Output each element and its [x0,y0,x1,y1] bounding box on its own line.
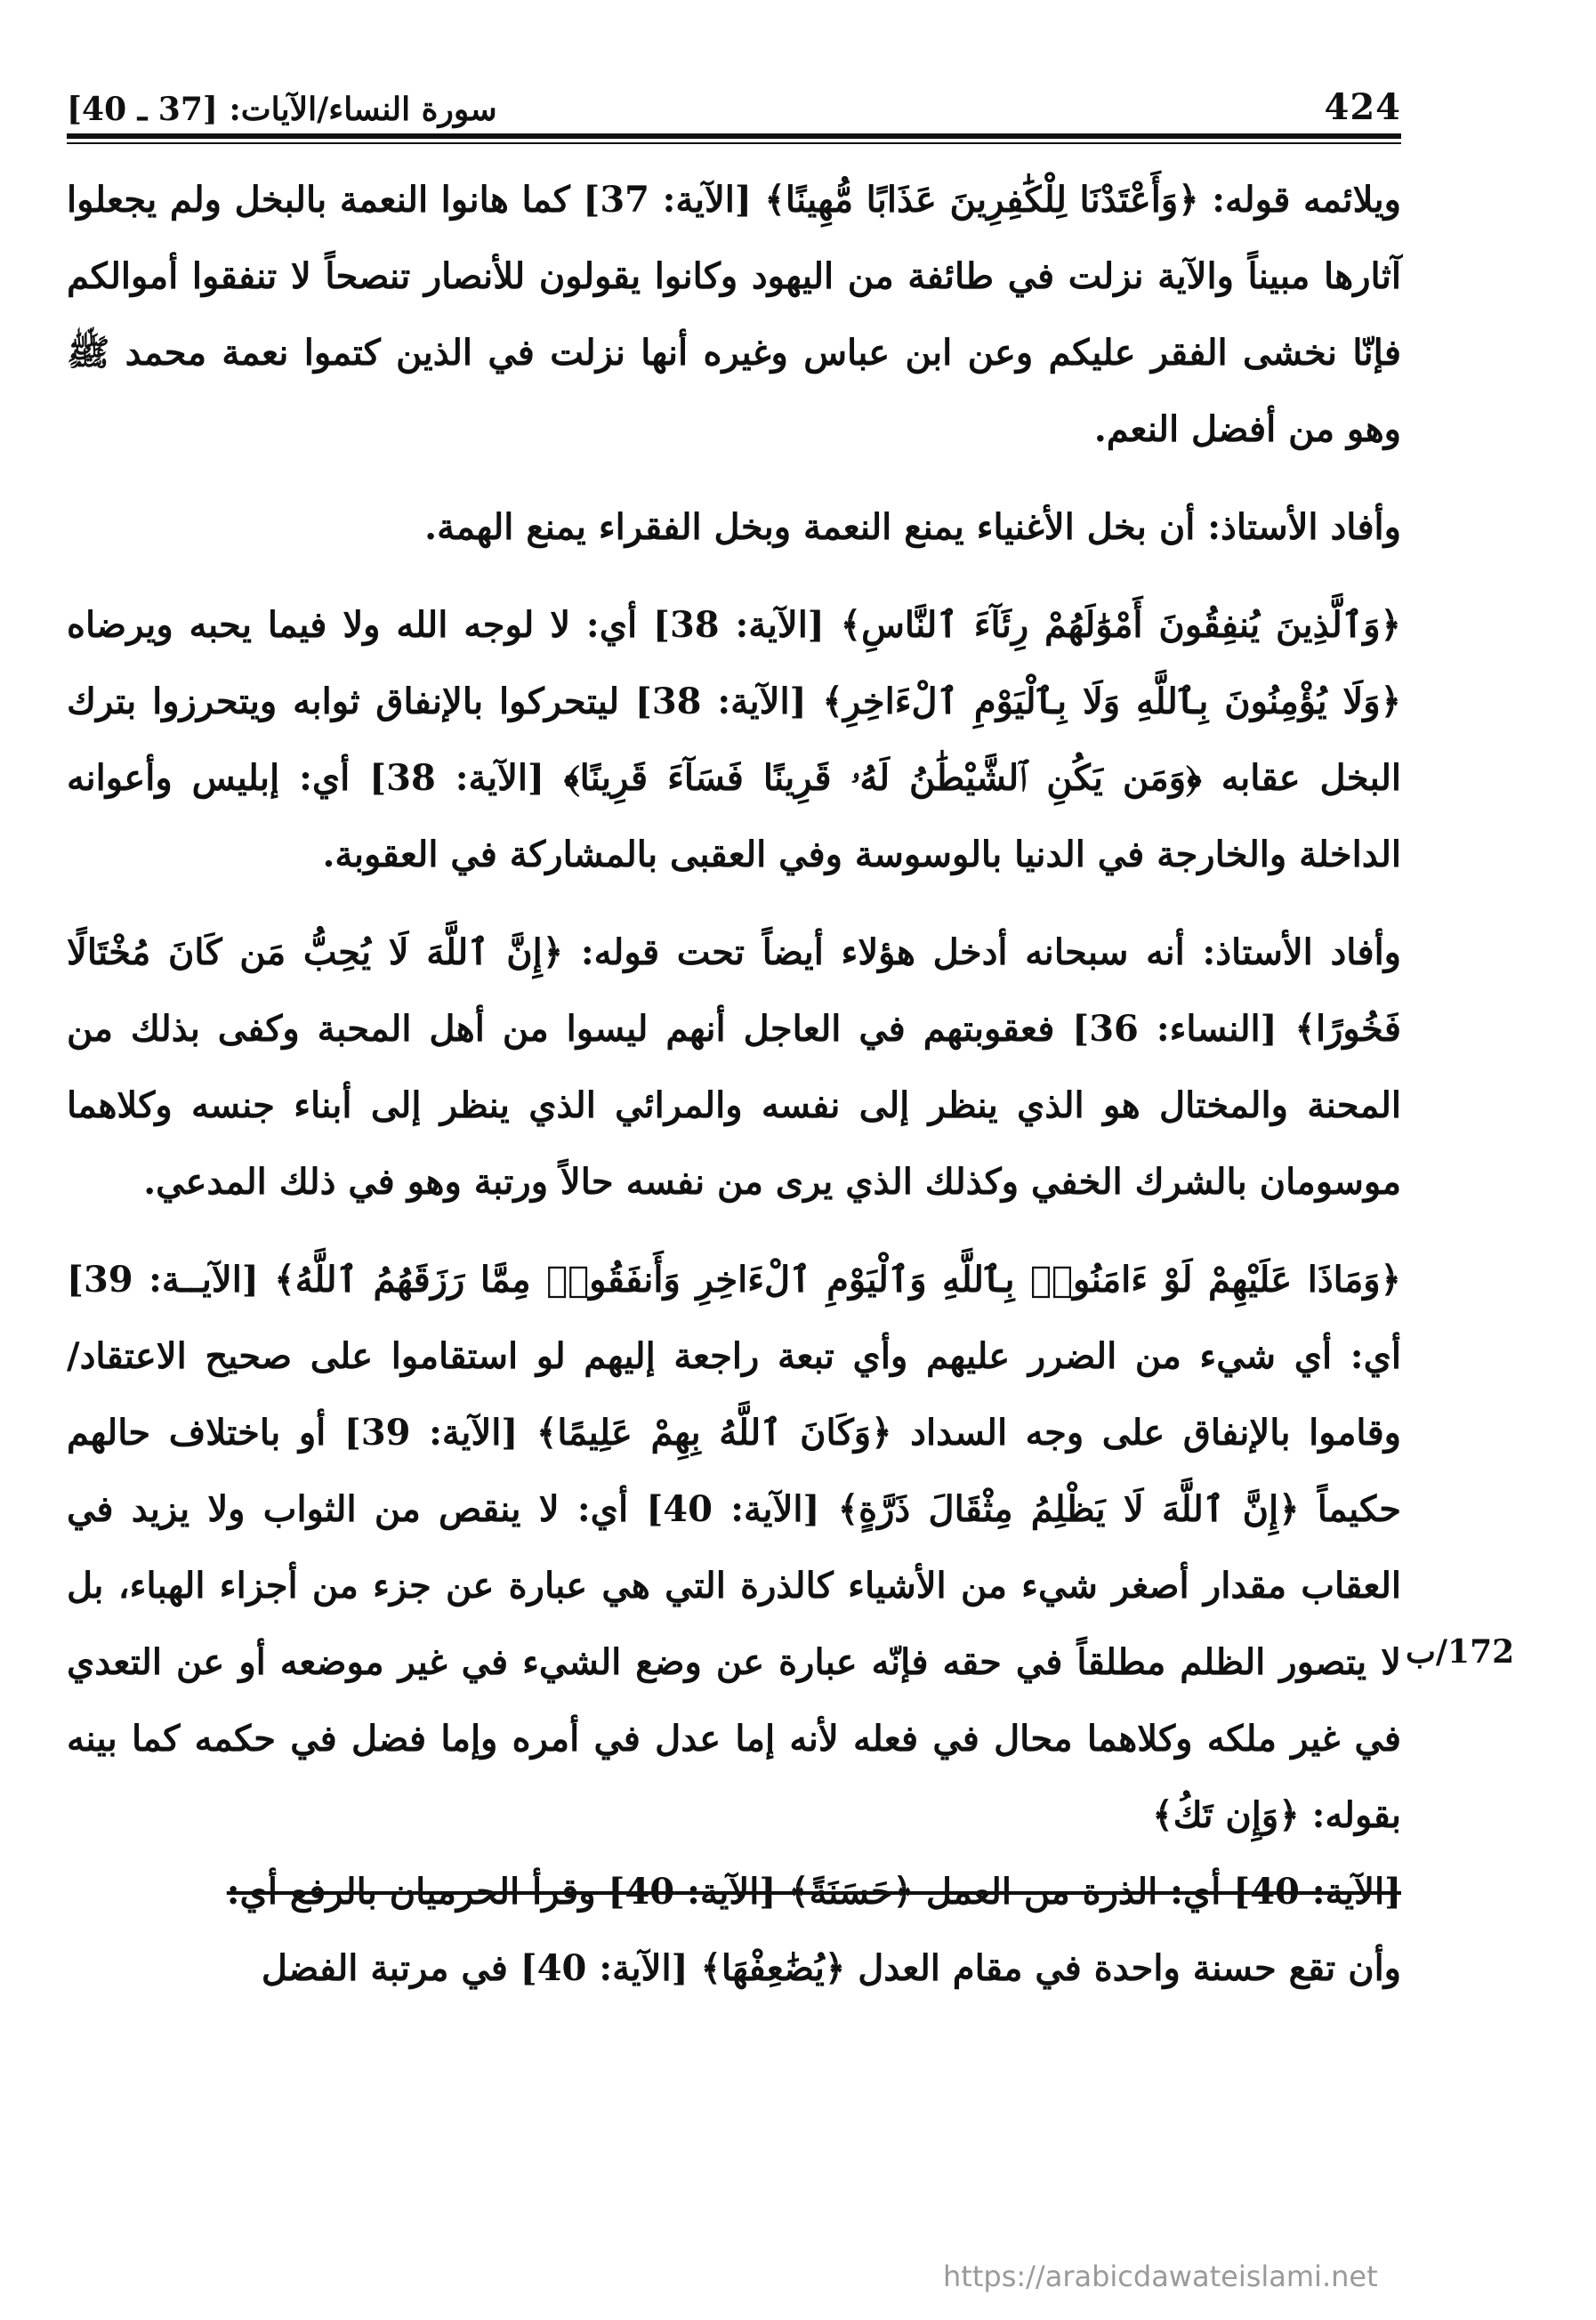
paragraph-4: وأفاد الأستاذ: أنه سبحانه أدخل هؤلاء أيضاً تحت قوله: ﴿إِنَّ ٱللَّهَ لَا يُحِبُّ مَن كَانَ مُخْتَالًا فَخُورًا﴾ [النساء: 36] فعقوبتهم في العاجل أنهم ليسوا من أهل المحبة وكفى بذلك من المحنة والمختال هو الذي ينظر إلى نفسه والمرائي الذي ينظر إلى أبناء جنسه وكلاهما موسومان بالشرك الخفي وكذلك الذي يرى من نفسه حالاً ورتبة وهو في ذلك المدعي. [67,931,1401,1203]
page-header [67,78,1401,128]
paragraph-2: وأفاد الأستاذ: أن بخل الأغنياء يمنع النعمة وبخل الفقراء يمنع الهمة. [424,506,1401,548]
header-rule-thick [67,133,1401,139]
header-rule-thin [67,142,1401,144]
body-text [67,162,1401,2028]
running-head: سورة النساء/الآيات: [37 ـ 40] [67,91,497,128]
struck-line: [الآية: 40] أي: الذرة من العمل ﴿حَسَنَةً﴾ [الآية: 40] وقرأ الحرميان بالرفع أي: [226,1871,1401,1913]
watermark-url: https://arabicdawateislami.net [943,2260,1378,2293]
last-line: وأن تقع حسنة واحدة في مقام العدل ﴿يُضَٰعِفْهَا﴾ [الآية: 40] في مرتبة الفضل [261,1947,1401,1989]
paragraph-1: ويلائمه قوله: ﴿وَأَعْتَدْنَا لِلْكَٰفِرِينَ عَذَابًا مُّهِينًا﴾ [الآية: 37] كما هانوا النعمة بالبخل ولم يجعلوا آثارها مبيناً والآية نزلت في طائفة من اليهود وكانوا يقولون للأنصار تنصحاً لا تنفقوا أموالكم فإنّا نخشى الفقر عليكم وعن ابن عباس وغيره أنها نزلت في الذين كتموا نعمة محمد ﷺ وهو من أفضل النعم. [67,179,1401,450]
paragraph-3: ﴿وَٱلَّذِينَ يُنفِقُونَ أَمْوَٰلَهُمْ رِئَآءَ ٱلنَّاسِ﴾ [الآية: 38] أي: لا لوجه الله ولا فيما يحبه ويرضاه ﴿وَلَا يُؤْمِنُونَ بِٱللَّهِ وَلَا بِٱلْيَوْمِ ٱلْءَاخِرِ﴾ [الآية: 38] ليتحركوا بالإنفاق ثوابه ويتحرزوا بترك البخل عقابه ﴿وَمَن يَكُنِ ٱلشَّيْطَٰنُ لَهُۥ قَرِينًا فَسَآءَ قَرِينًا﴾ [الآية: 38] أي: إبليس وأعوانه الداخلة والخارجة في الدنيا بالوسوسة وفي العقبى بالمشاركة في العقوبة. [67,604,1401,875]
paragraph-5: ﴿وَمَاذَا عَلَيْهِمْ لَوْ ءَامَنُوا۟ بِٱللَّهِ وَٱلْيَوْمِ ٱلْءَاخِرِ وَأَنفَقُوا۟ مِمَّا رَزَقَهُمُ ٱللَّهُ﴾ [الآيــة: 39] أي: أي شيء من الضرر عليهم وأي تبعة راجعة إليهم لو استقاموا على صحيح الاعتقاد/ وقاموا بالإنفاق على وجه السداد ﴿وَكَانَ ٱللَّهُ بِهِمْ عَلِيمًا﴾ [الآية: 39] أو باختلاف حالهم حكيماً ﴿إِنَّ ٱللَّهَ لَا يَظْلِمُ مِثْقَالَ ذَرَّةٍ﴾ [الآية: 40] أي: لا ينقص من الثواب ولا يزيد في العقاب مقدار أصغر شيء من الأشياء كالذرة التي هي عبارة عن جزء من أجزاء الهباء، بل لا يتصور الظلم مطلقاً في حقه فإنّه عبارة عن وضع الشيء في غير موضعه أو عن التعدي في غير ملكه وكلاهما محال في فعله لأنه إما عدل في أمره وإما فضل في حكمه كما بينه بقوله: ﴿وَإِن تَكُ﴾ [67,1259,1401,1836]
page-number: 424 [1324,86,1401,128]
manuscript-folio-note: 172/ب [1406,1633,1515,1671]
